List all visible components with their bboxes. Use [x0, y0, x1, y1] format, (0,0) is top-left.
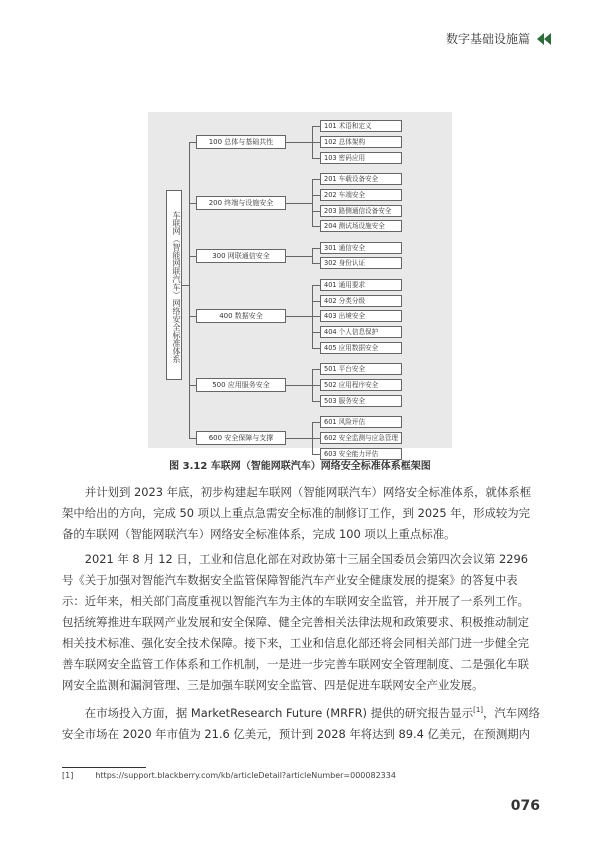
diagram-leaf-node: 603 安全能力评估: [320, 448, 402, 460]
footnote-rule: [62, 767, 146, 768]
connector-line: [312, 369, 320, 370]
diagram-leaf-node: 502 应用程序安全: [320, 379, 402, 391]
footnote-marker: [1]: [62, 771, 74, 780]
paragraph: [62, 700, 540, 745]
diagram-leaf-node: 405 应用数据安全: [320, 342, 402, 354]
connector-line: [189, 438, 196, 439]
connector-line: [312, 211, 320, 212]
connector-line: [312, 142, 320, 143]
connector-line: [286, 142, 312, 143]
diagram-category-node: 300 网联通信安全: [196, 249, 286, 263]
connector-line: [182, 285, 189, 286]
diagram-category-node: 400 数据安全: [196, 309, 286, 323]
diagram-category-node: 100 总体与基础共性: [196, 135, 286, 149]
footnote-url[interactable]: https://support.blackberry.com/kb/articleDetail?articleNumber=000082334: [95, 771, 396, 780]
connector-line: [312, 422, 320, 423]
diagram-leaf-node: 201 车载设备安全: [320, 173, 402, 185]
connector-line: [312, 454, 320, 455]
connector-line: [189, 142, 190, 439]
connector-line: [286, 385, 312, 386]
page-number: 076: [510, 798, 540, 814]
figure-caption: 图 3.12 车联网（智能网联汽车）网络安全标准体系框架图: [169, 461, 431, 472]
connector-line: [312, 422, 313, 455]
connector-line: [189, 385, 196, 386]
diagram-leaf-node: 302 身份认证: [320, 257, 402, 269]
diagram-leaf-node: 103 密码应用: [320, 152, 402, 164]
connector-line: [312, 179, 320, 180]
connector-line: [312, 332, 320, 333]
connector-line: [286, 438, 312, 439]
connector-line: [312, 348, 320, 349]
diagram-leaf-node: 501 平台安全: [320, 363, 402, 375]
paragraph-text: 在市场投入方面，据 MarketResearch Future (MRFR) 提供的研究报告显示: [84, 705, 474, 720]
diagram-leaf-node: 204 测试场设施安全: [320, 220, 402, 232]
connector-line: [312, 158, 320, 159]
connector-line: [286, 256, 312, 257]
diagram-leaf-node: 401 通用要求: [320, 279, 402, 291]
connector-line: [312, 179, 313, 227]
connector-line: [189, 316, 196, 317]
diagram-root-node: 车联网（智能网联汽车）网络安全标准体系: [166, 190, 182, 380]
diagram-leaf-node: 102 总体架构: [320, 136, 402, 148]
running-header: [446, 30, 552, 47]
connector-line: [312, 126, 313, 159]
connector-line: [189, 256, 196, 257]
connector-line: [286, 316, 312, 317]
diagram-category-node: 200 终端与设施安全: [196, 196, 286, 210]
paragraph: 并计划到 2023 年底，初步构建起车联网（智能网联汽车）网络安全标准体系，就体系框架中给出的方向，完成 50 项以上重点急需安全标准的制修订工作，到 2025 年，形成较为完备的车联网（智能网联汽车）网络安全标准体系，完成 100 项以上重点标准。: [62, 485, 532, 541]
connector-line: [312, 369, 313, 402]
framework-diagram: [148, 112, 452, 458]
diagram-leaf-node: 601 风险评估: [320, 416, 402, 428]
connector-line: [286, 203, 312, 204]
diagram-category-node: 500 应用服务安全: [196, 378, 286, 392]
connector-line: [312, 126, 320, 127]
connector-line: [312, 226, 320, 227]
connector-line: [312, 195, 320, 196]
diagram-leaf-node: 503 服务安全: [320, 395, 402, 407]
paragraph-text: ，汽车网络安全市场在 2020 年市值为 21.6 亿美元，预计到 2028 年将达到 89.4 亿美元，在预测期内: [62, 705, 540, 741]
section-title: 数字基础设施篇: [445, 32, 530, 46]
connector-line: [312, 248, 313, 265]
connector-line: [312, 285, 313, 349]
connector-line: [312, 438, 320, 439]
connector-line: [312, 285, 320, 286]
diagram-leaf-node: 203 路侧通信设备安全: [320, 205, 402, 217]
connector-line: [312, 401, 320, 402]
diagram-leaf-node: 402 分类分级: [320, 295, 402, 307]
diagram-leaf-node: 101 术语和定义: [320, 120, 402, 132]
footnote: [62, 771, 418, 780]
reference-marker[interactable]: [1]: [473, 706, 484, 714]
diagram-leaf-node: 403 出境安全: [320, 310, 402, 322]
connector-line: [312, 263, 320, 264]
connector-line: [312, 316, 320, 317]
diagram-category-node: 600 安全保障与支撑: [196, 431, 286, 445]
connector-line: [312, 301, 320, 302]
diagram-leaf-node: 301 通信安全: [320, 242, 402, 254]
diagram-leaf-node: 202 车端安全: [320, 189, 402, 201]
connector-line: [189, 142, 196, 143]
connector-line: [189, 203, 196, 204]
diagram-leaf-node: 602 安全监测与应急管理: [320, 432, 402, 444]
paragraph: 2021 年 8 月 12 日，工业和信息化部在对政协第十三届全国委员会第四次会议第 2296 号《关于加强对智能汽车数据安全监管保障智能汽车产业安全健康发展的提案》的答复中表示：近年来，相关部门高度重视以智能汽车为主体的车联网安全监管，并开展了一系列工作。包括统筹推进车联网产业发展和安全保障、健全完善相关法律法规和政策要求、积极推动制定相关技术标准、强化安全技术保障。接下来，工业和信息化部还将会同相关部门进一步健全完善车联网安全监管工作体系和工作机制，一是进一步完善车联网安全管理制度、二是强化车联网安全监测和漏洞管理、三是加强车联网安全监管、四是促进车联网安全产业发展。: [62, 552, 530, 692]
connector-line: [312, 248, 320, 249]
double-chevron-left-icon: [536, 33, 552, 45]
connector-line: [312, 385, 320, 386]
diagram-leaf-node: 404 个人信息保护: [320, 326, 402, 338]
